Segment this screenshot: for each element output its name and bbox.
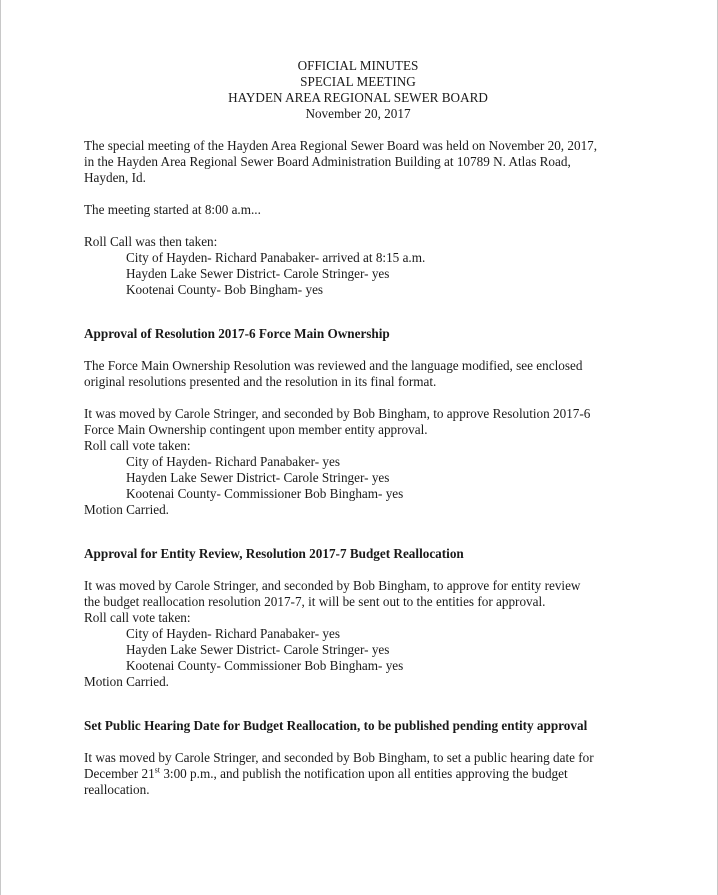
header-organization: HAYDEN AREA REGIONAL SEWER BOARD: [228, 90, 488, 105]
text-line: original resolutions presented and the resolution in its final format.: [84, 374, 437, 389]
roll-call-item: Kootenai County- Bob Bingham- yes: [126, 282, 324, 297]
vote-item: City of Hayden- Richard Panabaker- yes: [126, 454, 340, 469]
vote-item: Hayden Lake Sewer District- Carole Stringer- yes: [126, 642, 390, 657]
vote-heading: Roll call vote taken:: [84, 438, 191, 453]
superscript: st: [154, 765, 161, 775]
section-public-hearing: [84, 718, 644, 798]
text-line: The Force Main Ownership Resolution was reviewed and the language modified, see enclosed: [84, 358, 583, 373]
text-line: in the Hayden Area Regional Sewer Board Administration Building at 10789 N. Atlas Road,: [84, 154, 571, 169]
header-title: OFFICIAL MINUTES: [297, 58, 419, 73]
section-title: Approval of Resolution 2017-6 Force Main Ownership: [84, 326, 390, 341]
document-body: [84, 58, 644, 798]
motion-result: Motion Carried.: [84, 502, 169, 517]
vote-heading: Roll call vote taken:: [84, 610, 191, 625]
text-line: Hayden, Id.: [84, 170, 146, 185]
text-line: [84, 766, 644, 782]
text-line: the budget reallocation resolution 2017-7, it will be sent out to the entities for approval.: [84, 594, 546, 609]
text-line: It was moved by Carole Stringer, and seconded by Bob Bingham, to approve for entity review: [84, 578, 581, 593]
vote-item: Kootenai County- Commissioner Bob Bingham- yes: [126, 486, 404, 501]
text-fragment: December 21: [84, 766, 155, 781]
meeting-start: The meeting started at 8:00 a.m...: [84, 202, 261, 217]
vote-item: Hayden Lake Sewer District- Carole Stringer- yes: [126, 470, 390, 485]
roll-call: [84, 234, 644, 298]
roll-call-item: Hayden Lake Sewer District- Carole Stringer- yes: [126, 266, 390, 281]
motion-result: Motion Carried.: [84, 674, 169, 689]
text-line: The special meeting of the Hayden Area Regional Sewer Board was held on November 20, 2017,: [84, 138, 598, 153]
text-line: It was moved by Carole Stringer, and seconded by Bob Bingham, to approve Resolution 2017-6: [84, 406, 591, 421]
document-header: [84, 58, 632, 122]
text-fragment: 3:00 p.m., and publish the notification upon all entities approving the budget: [160, 766, 568, 781]
roll-call-heading: Roll Call was then taken:: [84, 234, 218, 249]
section-resolution-2017-6: [84, 326, 644, 518]
text-line: It was moved by Carole Stringer, and seconded by Bob Bingham, to set a public hearing date for: [84, 750, 594, 765]
vote-item: City of Hayden- Richard Panabaker- yes: [126, 626, 340, 641]
section-resolution-2017-7: [84, 546, 644, 690]
header-date: November 20, 2017: [305, 106, 411, 121]
section-title: Set Public Hearing Date for Budget Reallocation, to be published pending entity approval: [84, 718, 588, 733]
roll-call-item: City of Hayden- Richard Panabaker- arrived at 8:15 a.m.: [126, 250, 426, 265]
intro-paragraph: [84, 138, 644, 186]
header-subtitle: SPECIAL MEETING: [300, 74, 416, 89]
text-line: reallocation.: [84, 782, 150, 797]
section-title: Approval for Entity Review, Resolution 2017-7 Budget Reallocation: [84, 546, 464, 561]
text-line: Force Main Ownership contingent upon member entity approval.: [84, 422, 428, 437]
vote-item: Kootenai County- Commissioner Bob Bingham- yes: [126, 658, 404, 673]
